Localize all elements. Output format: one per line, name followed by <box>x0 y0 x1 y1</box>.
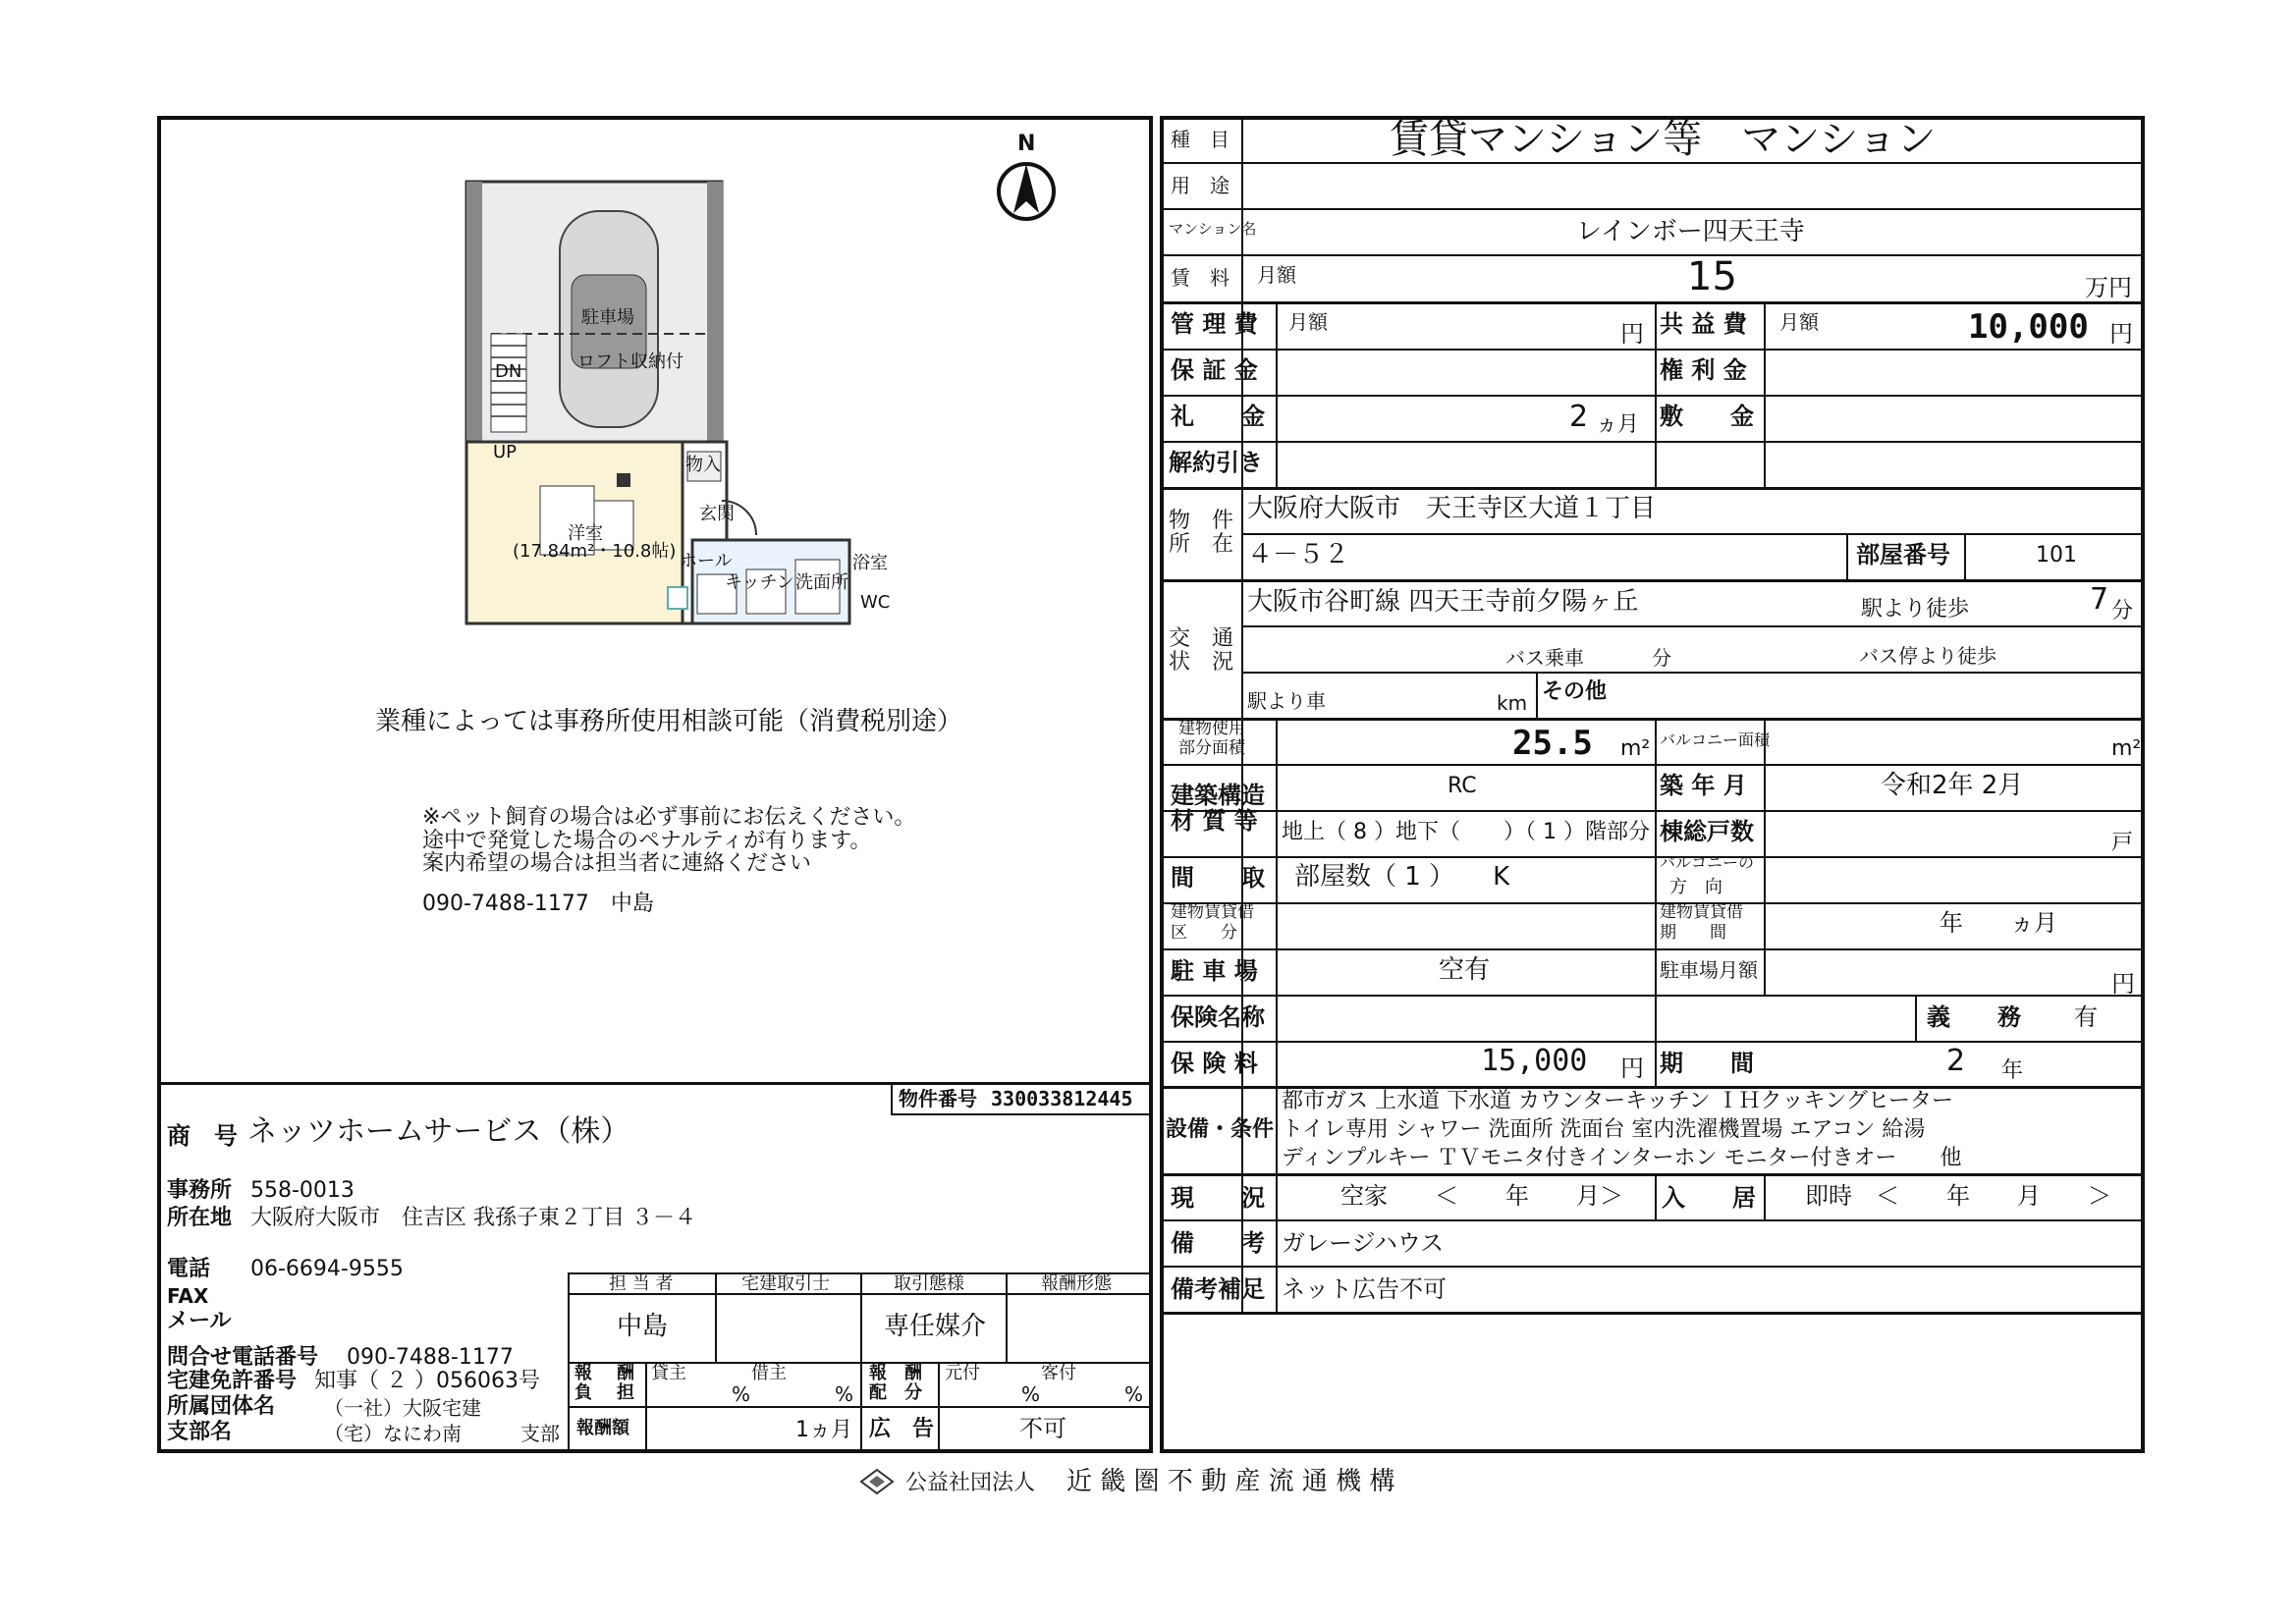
org-logo-icon <box>859 1468 895 1495</box>
property-number-label: 物件番号 <box>899 1087 977 1110</box>
facilities-line-2: トイレ専用 シャワー 洗面所 洗面台 室内洗濯機置場 エアコン 給湯 <box>1282 1117 1926 1142</box>
lessor-label: 貸主 <box>651 1363 686 1383</box>
footer-name: 近 畿 圏 不 動 産 流 通 機 構 <box>1066 1467 1395 1496</box>
address-label: 所在地 <box>167 1206 233 1230</box>
label-room: 洋室 <box>568 523 603 544</box>
label-bath: 浴室 <box>852 553 888 573</box>
tel-label: 電話 <box>167 1257 211 1281</box>
insurance-fee: 15,000 <box>1481 1044 1588 1078</box>
pet-note-2: 途中で発覚した場合のペナルティが有ります。 <box>422 829 872 853</box>
dist-label-1: 報 酬 <box>869 1363 922 1383</box>
floors-value: 地上（ 8 ）地下（ ）（ 1 ）階部分 <box>1282 820 1650 844</box>
keymoney-label: 権 利 金 <box>1660 356 1747 384</box>
facilities-line-3: ディンプルキー ＴＶモニタ付きインターホン モニター付きオー 他 <box>1282 1146 1962 1170</box>
label-hall: ホール <box>680 551 733 571</box>
balcony-dir-label-2: 方 向 <box>1669 877 1722 897</box>
lessee-label: 借主 <box>751 1363 787 1383</box>
parking-fee-yen: 円 <box>2111 970 2135 998</box>
label-entrance: 玄関 <box>699 504 735 524</box>
busstop-label: バス停より徒歩 <box>1859 644 1996 668</box>
reikin-value: 2 <box>1569 400 1589 434</box>
location-label-2: 所 在 <box>1169 532 1234 557</box>
mansion-name: レインボー四天王寺 <box>1576 217 1805 246</box>
movein-value: 即時 ＜ 年 月 ＞ <box>1805 1182 2111 1210</box>
facilities-label: 設備・条件 <box>1166 1117 1275 1142</box>
parking-label: 駐 車 場 <box>1171 957 1258 985</box>
assoc-name: （一社）大阪宅建 <box>324 1396 481 1420</box>
remarks-label: 備 考 <box>1171 1229 1265 1257</box>
other-label: その他 <box>1542 679 1608 704</box>
shikikin-label: 敷 金 <box>1660 403 1754 430</box>
traffic-label-1: 交 通 <box>1169 626 1234 651</box>
deposit-label: 保 証 金 <box>1171 356 1258 384</box>
dist-label-2: 配 分 <box>869 1382 922 1403</box>
agent-tel: 06-6694-9555 <box>250 1257 404 1281</box>
struct-label-1: 建築構造 <box>1171 782 1265 809</box>
license-number: 知事（ ２ ）056063号 <box>314 1369 540 1393</box>
period-value: 2 <box>1946 1044 1966 1078</box>
bus-label: バス乗車 <box>1505 646 1584 670</box>
office-label: 事務所 <box>167 1178 233 1203</box>
contact-note: 090-7488-1177 中島 <box>422 892 654 916</box>
area-unit: m² <box>1620 736 1651 761</box>
broker-label: 客付 <box>1041 1363 1076 1383</box>
area-label-2: 部分面積 <box>1178 738 1245 758</box>
kaiyaku-label: 解約引き <box>1169 449 1263 476</box>
ad-value: 不可 <box>1019 1415 1066 1442</box>
inquiry-number: 090-7488-1177 <box>347 1345 514 1370</box>
location-line-1: 大阪府大阪市 天王寺区大道１丁目 <box>1247 494 1657 523</box>
fee-share-label-1: 報 <box>574 1363 592 1383</box>
insurance-fee-yen: 円 <box>1620 1055 1644 1082</box>
inquiry-label: 問合せ電話番号 <box>167 1345 319 1370</box>
col-mode: 取引態様 <box>894 1273 964 1294</box>
assoc-label: 所属団体名 <box>167 1394 276 1419</box>
fee-amount-unit: 1ヵ月 <box>795 1418 852 1442</box>
remarks2-value: ネット広告不可 <box>1282 1275 1447 1303</box>
label-storage: 物入 <box>685 455 721 475</box>
type-label: 種 目 <box>1171 128 1230 151</box>
movein-label: 入 居 <box>1662 1184 1756 1212</box>
location-line-2: ４－５２ <box>1247 540 1350 569</box>
postal-code: 558-0013 <box>250 1178 355 1203</box>
room-no: 101 <box>2036 543 2077 568</box>
ad-label: 広 告 <box>869 1417 935 1441</box>
walk-value: 7 <box>2090 582 2109 617</box>
floor-plan-drawing <box>452 177 903 638</box>
common-label: 共 益 費 <box>1660 310 1747 338</box>
fee-amount-label: 報酬額 <box>576 1418 629 1438</box>
reikin-unit: ヵ月 <box>1596 412 1640 437</box>
common-value: 10,000 <box>1968 307 2089 347</box>
col-staff: 担 当 者 <box>609 1273 674 1294</box>
rent-unit: 万円 <box>2085 274 2132 301</box>
lease-type-label-1: 建物賃貸借 <box>1171 902 1254 922</box>
label-washroom: 洗面所 <box>795 572 848 593</box>
walk-label: 駅より徒歩 <box>1861 597 1970 622</box>
pet-note-3: 案内希望の場合は担当者に連絡ください <box>422 851 812 876</box>
location-label-1: 物 件 <box>1169 509 1234 533</box>
north-label: N <box>1017 132 1036 156</box>
label-wc: WC <box>860 592 891 613</box>
trade-name: ネッツホームサービス（株） <box>247 1114 630 1149</box>
lease-period-label-2: 期 間 <box>1660 923 1726 943</box>
struct-value: RC <box>1448 774 1477 798</box>
room-no-label: 部屋番号 <box>1856 541 1950 568</box>
area-label-1: 建物使用 <box>1178 719 1245 738</box>
footer-org: 公益社団法人 <box>905 1471 1036 1495</box>
license-label: 宅建免許番号 <box>167 1369 298 1393</box>
rent-value: 15 <box>1687 254 1737 299</box>
lease-type-label-2: 区 分 <box>1171 923 1237 943</box>
fax-label: FAX <box>167 1284 209 1308</box>
car-label: 駅より車 <box>1247 689 1326 713</box>
branch-suffix: 支部 <box>520 1422 560 1445</box>
label-kitchen: キッチン <box>725 572 794 593</box>
trade-name-label: 商 号 <box>167 1122 238 1150</box>
layout-value: 部屋数（ 1 ） K <box>1294 862 1510 892</box>
mgmt-yen: 円 <box>1620 320 1644 348</box>
floor-plan <box>452 177 903 638</box>
label-room-size: (17.84m²・10.8帖) <box>513 541 677 562</box>
balcony-dir-label-1: バルコニーの <box>1660 853 1755 872</box>
car-unit: km <box>1497 691 1528 715</box>
pet-note-1: ※ペット飼育の場合は必ず事前にお伝えください。 <box>422 805 916 830</box>
office-use-note: 業種によっては事務所使用相談可能（消費税別途） <box>375 707 963 736</box>
branch-name: （宅）なにわ南 <box>324 1422 462 1445</box>
common-month: 月額 <box>1779 310 1819 334</box>
lease-period-label-1: 建物賃貸借 <box>1660 902 1743 922</box>
obligation-value: 有 <box>2074 1003 2098 1031</box>
remarks-value: ガレージハウス <box>1282 1229 1445 1257</box>
col-broker: 宅建取引士 <box>741 1273 830 1294</box>
insurance-label: 保険名称 <box>1171 1003 1265 1031</box>
walk-unit: 分 <box>2111 599 2134 623</box>
parking-value: 空有 <box>1439 955 1491 985</box>
rent-label: 賃 料 <box>1171 266 1230 290</box>
rent-month: 月額 <box>1257 263 1296 287</box>
col-fee: 報酬形態 <box>1041 1273 1112 1294</box>
use-label: 用 途 <box>1171 174 1230 197</box>
fee-share-label-2: 酬 <box>617 1363 634 1383</box>
property-number-box <box>891 1084 1153 1115</box>
common-yen: 円 <box>2109 320 2133 348</box>
property-number: 330033812445 <box>991 1087 1133 1110</box>
staff-name: 中島 <box>617 1312 669 1341</box>
label-up: UP <box>493 442 518 462</box>
type-value: 賃貸マンション等 マンション <box>1390 117 1937 162</box>
lease-period: 年 ヵ月 <box>1940 909 2057 937</box>
label-loft: ロフト収納付 <box>577 352 683 372</box>
label-garage: 駐車場 <box>581 307 634 328</box>
origin-label: 元付 <box>945 1363 980 1383</box>
trade-mode: 専任媒介 <box>884 1312 987 1341</box>
parking-fee-label: 駐車場月額 <box>1660 958 1758 982</box>
insurance-fee-label: 保 険 料 <box>1171 1050 1258 1077</box>
status-value: 空家 ＜ 年 月＞ <box>1340 1182 1623 1210</box>
pct-1: % <box>732 1382 751 1406</box>
facilities-line-1: 都市ガス 上水道 下水道 カウンターキッチン ＩＨクッキングヒーター <box>1282 1089 1954 1113</box>
branch-label: 支部名 <box>167 1420 233 1444</box>
train-line: 大阪市谷町線 四天王寺前夕陽ヶ丘 <box>1247 587 1639 617</box>
mail-label: メール <box>167 1309 232 1333</box>
traffic-label-2: 状 況 <box>1169 650 1234 675</box>
balcony-unit: m² <box>2111 736 2142 761</box>
units-unit: 戸 <box>2111 831 2134 855</box>
fee-share-label-3: 負 <box>574 1382 592 1403</box>
built-label: 築 年 月 <box>1660 772 1747 799</box>
mansion-label: マンション名 <box>1169 220 1257 238</box>
built-value: 令和2年 2月 <box>1881 771 2024 800</box>
remarks2-label: 備考補足 <box>1171 1275 1265 1303</box>
units-label: 棟総戸数 <box>1660 818 1754 845</box>
pct-3: % <box>1021 1382 1041 1406</box>
period-unit: 年 <box>2001 1058 2024 1083</box>
period-label: 期 間 <box>1660 1050 1754 1077</box>
reikin-label: 礼 金 <box>1171 403 1265 430</box>
mgmt-month: 月額 <box>1288 310 1328 334</box>
balcony-area-label: バルコニー面積 <box>1660 730 1771 749</box>
pct-2: % <box>835 1382 854 1406</box>
fee-share-label-4: 担 <box>617 1382 634 1403</box>
label-dn: DN <box>495 361 522 382</box>
area-value: 25.5 <box>1512 724 1593 763</box>
mgmt-label: 管 理 費 <box>1171 310 1258 338</box>
bus-unit: 分 <box>1652 646 1671 670</box>
pct-4: % <box>1124 1382 1144 1406</box>
layout-label: 間 取 <box>1171 864 1265 892</box>
agent-address: 大阪府大阪市 住吉区 我孫子東２丁目 ３－４ <box>250 1206 696 1230</box>
obligation-label: 義 務 <box>1927 1003 2021 1031</box>
status-label: 現 況 <box>1171 1184 1265 1212</box>
struct-label-2: 材 質 等 <box>1171 807 1258 835</box>
